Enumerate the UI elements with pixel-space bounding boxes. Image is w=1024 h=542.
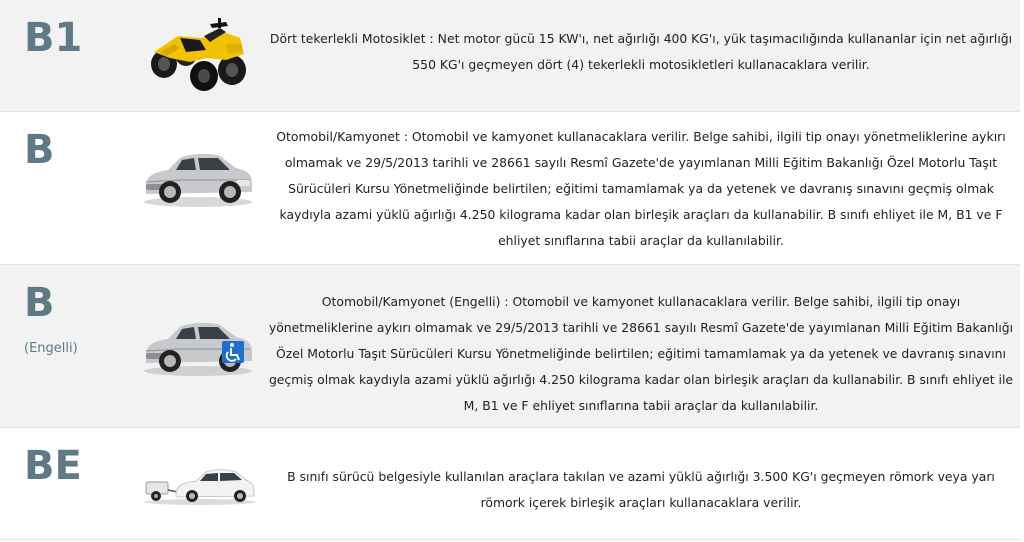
license-subcode: (Engelli): [24, 341, 78, 356]
license-description: Otomobil/Kamyonet (Engelli) : Otomobil ve kamyonet kullanacaklara verilir. Belge sahibi, ilgili tip onayı yönetmeliklerine aykırı olmamak ve 29/5/2013 tarihli ve 28661 sayılı Resmî Gazete'de yayımlanan Milli Eğitim Bakanlığı Özel Motorlu Taşıt Sürücüleri Kursu Yönetmeliğinde belirtilen; eğitimi tamamlamak ya da yetenek ve davranış sınavını geçmiş olmak kaydıyla azami yüklü ağırlığı 4.250 kilograma kadar olan birleşik araçları da kullanabilir. B sınıfı ehliyet ile M, B1 ve F ehliyet sınıflarına tabii araçlar da kullanılabilir.: [268, 294, 1014, 413]
license-code: B1: [24, 15, 83, 61]
license-row-be: [0, 428, 1020, 540]
atv-quad-icon: [140, 14, 252, 98]
license-description: Otomobil/Kamyonet : Otomobil ve kamyonet kullanacaklara verilir. Belge sahibi, ilgili tip onayı yönetmeliklerine aykırı olmamak ve 29/5/2013 tarihli ve 28661 sayılı Resmî Gazete'de yayımlanan Milli Eğitim Bakanlığı Özel Motorlu Taşıt Sürücüleri Kursu Yönetmeliğinde belirtilen; eğitimi tamamlamak ya da yetenek ve davranış sınavını geçmiş olmak kaydıyla azami yüklü ağırlığı 4.250 kilograma kadar olan birleşik araçları da kullanabilir. B sınıfı ehliyet ile M, B1 ve F ehliyet sınıflarına tabii araçlar da kullanılabilir.: [276, 129, 1006, 248]
license-description: Dört tekerlekli Motosiklet : Net motor gücü 15 KW'ı, net ağırlığı 400 KG'ı, yük taşımacılığında kullananlar için net ağırlığı 550 KG'ı geçmeyen dört (4) tekerlekli motosikletleri kullanacaklara verilir.: [269, 31, 1013, 72]
license-row-b: [0, 112, 1020, 265]
license-description: B sınıfı sürücü belgesiyle kullanılan araçlara takılan ve azami yüklü ağırlığı 3.500 KG'ı geçmeyen römork veya yarı römork içerek birleşik araçları kullanacaklara verilir.: [287, 469, 995, 510]
license-row-b1: [0, 0, 1020, 112]
license-code: B: [24, 127, 55, 173]
car-with-trailer-icon: [140, 466, 256, 510]
license-code: BE: [24, 443, 82, 489]
license-code: B: [24, 280, 55, 326]
car-icon: [140, 146, 256, 212]
accessible-car-icon: [140, 315, 256, 381]
license-row-b-engelli: [0, 265, 1020, 428]
